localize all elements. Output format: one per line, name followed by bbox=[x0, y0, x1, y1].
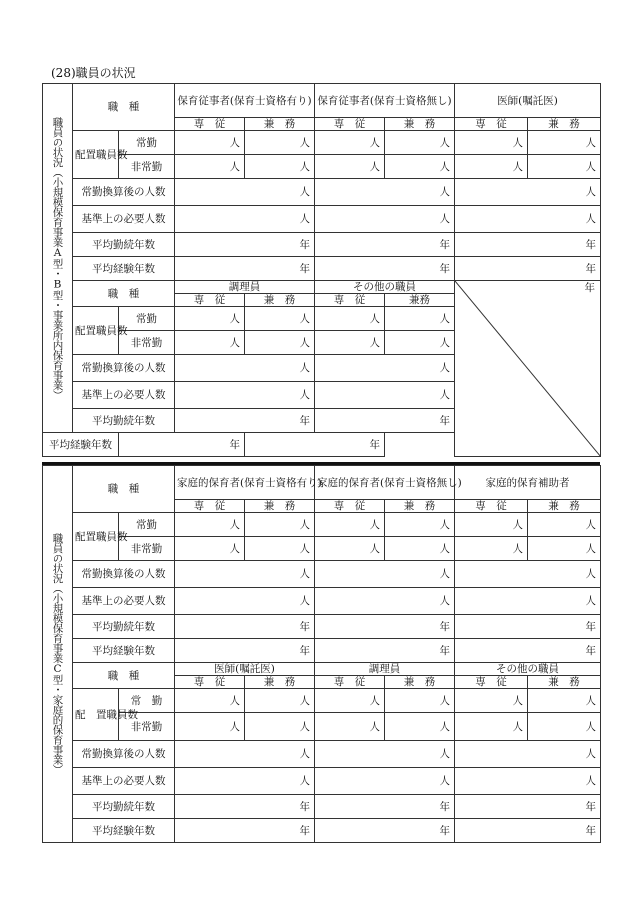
cell-nin: 人 bbox=[245, 689, 315, 713]
row-kinzoku: 平均勤続年数 bbox=[73, 233, 175, 257]
row-haichi: 配 置職員数 bbox=[73, 689, 119, 741]
header-hoiku-yu: 保育従事者(保育士資格有り) bbox=[175, 84, 315, 118]
col-kenmu: 兼務 bbox=[385, 294, 455, 307]
cell-nen: 年 bbox=[315, 795, 455, 819]
cell-nin: 人 bbox=[175, 331, 245, 355]
col-senju: 専 従 bbox=[175, 500, 245, 513]
empty-cell-diagonal bbox=[455, 281, 601, 457]
cell-nin: 人 bbox=[315, 689, 385, 713]
row-kansan: 常勤換算後の人数 bbox=[73, 179, 175, 206]
col-senju: 専 従 bbox=[315, 118, 385, 131]
cell-nen: 年 bbox=[315, 257, 455, 281]
cell-nin: 人 bbox=[315, 179, 455, 206]
cell-nen: 年 bbox=[175, 615, 315, 639]
col-kenmu: 兼 務 bbox=[385, 676, 455, 689]
cell-nen: 年 bbox=[455, 819, 601, 843]
cell-nin: 人 bbox=[455, 768, 601, 795]
cell-nin: 人 bbox=[455, 561, 601, 588]
header-shokushu: 職 種 bbox=[73, 663, 175, 689]
row-keiken: 平均経験年数 bbox=[73, 819, 175, 843]
header-shokushu: 職 種 bbox=[73, 281, 175, 307]
col-senju: 専 従 bbox=[455, 676, 528, 689]
cell-nin: 人 bbox=[175, 588, 315, 615]
cell-nin: 人 bbox=[455, 155, 528, 179]
cell-nen: 年 bbox=[175, 795, 315, 819]
row-kansan: 常勤換算後の人数 bbox=[73, 741, 175, 768]
row-keiken: 平均経験年数 bbox=[73, 639, 175, 663]
cell-nin: 人 bbox=[175, 537, 245, 561]
cell-nin: 人 bbox=[175, 689, 245, 713]
cell-nin: 人 bbox=[455, 131, 528, 155]
row-keiken: 平均経験年数 bbox=[43, 433, 119, 457]
cell-nin: 人 bbox=[315, 768, 455, 795]
row-haichi: 配置職員数 bbox=[73, 307, 119, 355]
cell-nin: 人 bbox=[455, 179, 601, 206]
cell-nin: 人 bbox=[315, 331, 385, 355]
cell-nin: 人 bbox=[315, 155, 385, 179]
cell-nen: 年 bbox=[455, 257, 601, 281]
cell-nin: 人 bbox=[245, 307, 315, 331]
header-sonota: その他の職員 bbox=[455, 663, 601, 676]
cell-nin: 人 bbox=[175, 355, 315, 382]
cell-nin: 人 bbox=[385, 537, 455, 561]
row-kansan: 常勤換算後の人数 bbox=[73, 561, 175, 588]
cell-nen: 年 bbox=[455, 615, 601, 639]
cell-nin: 人 bbox=[315, 561, 455, 588]
row-jokin: 常勤 bbox=[119, 513, 175, 537]
cell-nin: 人 bbox=[175, 513, 245, 537]
row-hijokin: 非常勤 bbox=[119, 331, 175, 355]
cell-nen: 年 bbox=[119, 433, 245, 457]
diagonal-line bbox=[455, 281, 601, 457]
cell-nin: 人 bbox=[175, 713, 245, 741]
cell-nin: 人 bbox=[528, 513, 601, 537]
cell-nin: 人 bbox=[315, 355, 455, 382]
cell-nin: 人 bbox=[175, 307, 245, 331]
row-keiken: 平均経験年数 bbox=[73, 257, 175, 281]
cell-nin: 人 bbox=[245, 331, 315, 355]
cell-nin: 人 bbox=[385, 713, 455, 741]
header-ishi: 医師(嘱託医) bbox=[175, 663, 315, 676]
col-kenmu: 兼 務 bbox=[528, 676, 601, 689]
header-shokushu: 職 種 bbox=[73, 466, 175, 513]
row-jokin: 常勤 bbox=[119, 307, 175, 331]
header-chori: 調理員 bbox=[175, 281, 315, 294]
cell-nen: 年 bbox=[315, 615, 455, 639]
cell-nin: 人 bbox=[455, 588, 601, 615]
row-kijun: 基準上の必要人数 bbox=[73, 382, 175, 409]
row-kinzoku: 平均勤続年数 bbox=[73, 795, 175, 819]
col-senju: 専 従 bbox=[315, 500, 385, 513]
cell-nin: 人 bbox=[245, 131, 315, 155]
col-kenmu: 兼 務 bbox=[528, 118, 601, 131]
cell-nin: 人 bbox=[385, 155, 455, 179]
header-katei-yu: 家庭的保育者(保育士資格有り) bbox=[175, 466, 315, 500]
header-chori: 調理員 bbox=[315, 663, 455, 676]
row-haichi: 配置職員数 bbox=[73, 513, 119, 561]
row-kansan: 常勤換算後の人数 bbox=[73, 355, 175, 382]
header-hoiku-mu: 保育従事者(保育士資格無し) bbox=[315, 84, 455, 118]
cell-nen: 年 bbox=[455, 795, 601, 819]
row-kijun: 基準上の必要人数 bbox=[73, 588, 175, 615]
cell-nin: 人 bbox=[315, 307, 385, 331]
side-label-a: 職員の状況（小規模保育事業A型・B型・事業所内保育事業） bbox=[43, 84, 73, 433]
staff-table-c bbox=[42, 465, 601, 843]
col-senju: 専 従 bbox=[455, 500, 528, 513]
col-senju: 専 従 bbox=[315, 294, 385, 307]
col-senju: 専 従 bbox=[175, 676, 245, 689]
cell-nen: 年 bbox=[175, 409, 315, 433]
cell-nin: 人 bbox=[455, 537, 528, 561]
cell-nen: 年 bbox=[455, 639, 601, 663]
cell-nin: 人 bbox=[245, 537, 315, 561]
cell-nin: 人 bbox=[315, 741, 455, 768]
cell-nin: 人 bbox=[315, 537, 385, 561]
cell-nin: 人 bbox=[315, 382, 455, 409]
row-hijokin: 非常勤 bbox=[119, 713, 175, 741]
cell-nin: 人 bbox=[315, 588, 455, 615]
cell-nin: 人 bbox=[245, 155, 315, 179]
cell-nin: 人 bbox=[455, 689, 528, 713]
col-senju: 専 従 bbox=[175, 294, 245, 307]
header-shokushu: 職 種 bbox=[73, 84, 175, 131]
cell-nin: 人 bbox=[385, 131, 455, 155]
cell-nen: 年 bbox=[455, 233, 601, 257]
cell-nin: 人 bbox=[175, 741, 315, 768]
col-kenmu: 兼 務 bbox=[245, 500, 315, 513]
cell-nin: 人 bbox=[315, 513, 385, 537]
col-senju: 専 従 bbox=[175, 118, 245, 131]
cell-nin: 人 bbox=[315, 713, 385, 741]
cell-nin: 人 bbox=[455, 513, 528, 537]
cell-nin: 人 bbox=[528, 689, 601, 713]
row-jokin: 常勤 bbox=[119, 131, 175, 155]
cell-nin: 人 bbox=[175, 206, 315, 233]
cell-nin: 人 bbox=[455, 713, 528, 741]
cell-nin: 人 bbox=[245, 513, 315, 537]
cell-nin: 人 bbox=[175, 179, 315, 206]
row-jokin: 常 勤 bbox=[119, 689, 175, 713]
cell-nen: 年 bbox=[315, 409, 455, 433]
cell-nin: 人 bbox=[175, 131, 245, 155]
cell-nin: 人 bbox=[528, 537, 601, 561]
row-hijokin: 非常勤 bbox=[119, 537, 175, 561]
row-kinzoku: 平均勤続年数 bbox=[73, 615, 175, 639]
row-kinzoku: 平均勤続年数 bbox=[73, 409, 175, 433]
header-sonota: その他の職員 bbox=[315, 281, 455, 294]
col-senju: 専 従 bbox=[315, 676, 385, 689]
header-katei-mu: 家庭的保育者(保育士資格無し) bbox=[315, 466, 455, 500]
cell-nin: 人 bbox=[385, 513, 455, 537]
cell-nen: 年 bbox=[315, 233, 455, 257]
col-senju: 専 従 bbox=[455, 118, 528, 131]
cell-nin: 人 bbox=[175, 561, 315, 588]
cell-nin: 人 bbox=[528, 155, 601, 179]
cell-nin: 人 bbox=[385, 331, 455, 355]
row-kijun: 基準上の必要人数 bbox=[73, 768, 175, 795]
row-kijun: 基準上の必要人数 bbox=[73, 206, 175, 233]
cell-nin: 人 bbox=[455, 206, 601, 233]
cell-nin: 人 bbox=[528, 713, 601, 741]
cell-nin: 人 bbox=[175, 155, 245, 179]
cell-nen: 年 bbox=[175, 257, 315, 281]
cell-nen: 年 bbox=[315, 819, 455, 843]
row-hijokin: 非常勤 bbox=[119, 155, 175, 179]
cell-nen: 年 bbox=[315, 639, 455, 663]
cell-nin: 人 bbox=[245, 713, 315, 741]
cell-nin: 人 bbox=[455, 741, 601, 768]
col-kenmu: 兼 務 bbox=[385, 118, 455, 131]
cell-nin: 人 bbox=[175, 768, 315, 795]
cell-nin: 人 bbox=[315, 131, 385, 155]
col-kenmu: 兼 務 bbox=[245, 676, 315, 689]
col-kenmu: 兼 務 bbox=[245, 118, 315, 131]
cell-nin: 人 bbox=[315, 206, 455, 233]
cell-nen: 年 bbox=[245, 433, 385, 457]
col-kenmu: 兼 務 bbox=[245, 294, 315, 307]
header-hojo: 家庭的保育補助者 bbox=[455, 466, 601, 500]
cell-nen: 年 bbox=[584, 282, 596, 294]
cell-nin: 人 bbox=[175, 382, 315, 409]
col-kenmu: 兼 務 bbox=[528, 500, 601, 513]
cell-nen: 年 bbox=[175, 233, 315, 257]
col-kenmu: 兼 務 bbox=[385, 500, 455, 513]
header-ishi: 医師(嘱託医) bbox=[455, 84, 601, 118]
cell-nin: 人 bbox=[528, 131, 601, 155]
cell-nin: 人 bbox=[385, 689, 455, 713]
cell-nin: 人 bbox=[385, 307, 455, 331]
row-haichi: 配置職員数 bbox=[73, 131, 119, 179]
section-title: (28)職員の状況 bbox=[51, 66, 136, 80]
cell-nen: 年 bbox=[175, 819, 315, 843]
cell-nen: 年 bbox=[175, 639, 315, 663]
side-label-c: 職員の状況（小規模保育事業C型・家庭的保育事業） bbox=[43, 466, 73, 843]
